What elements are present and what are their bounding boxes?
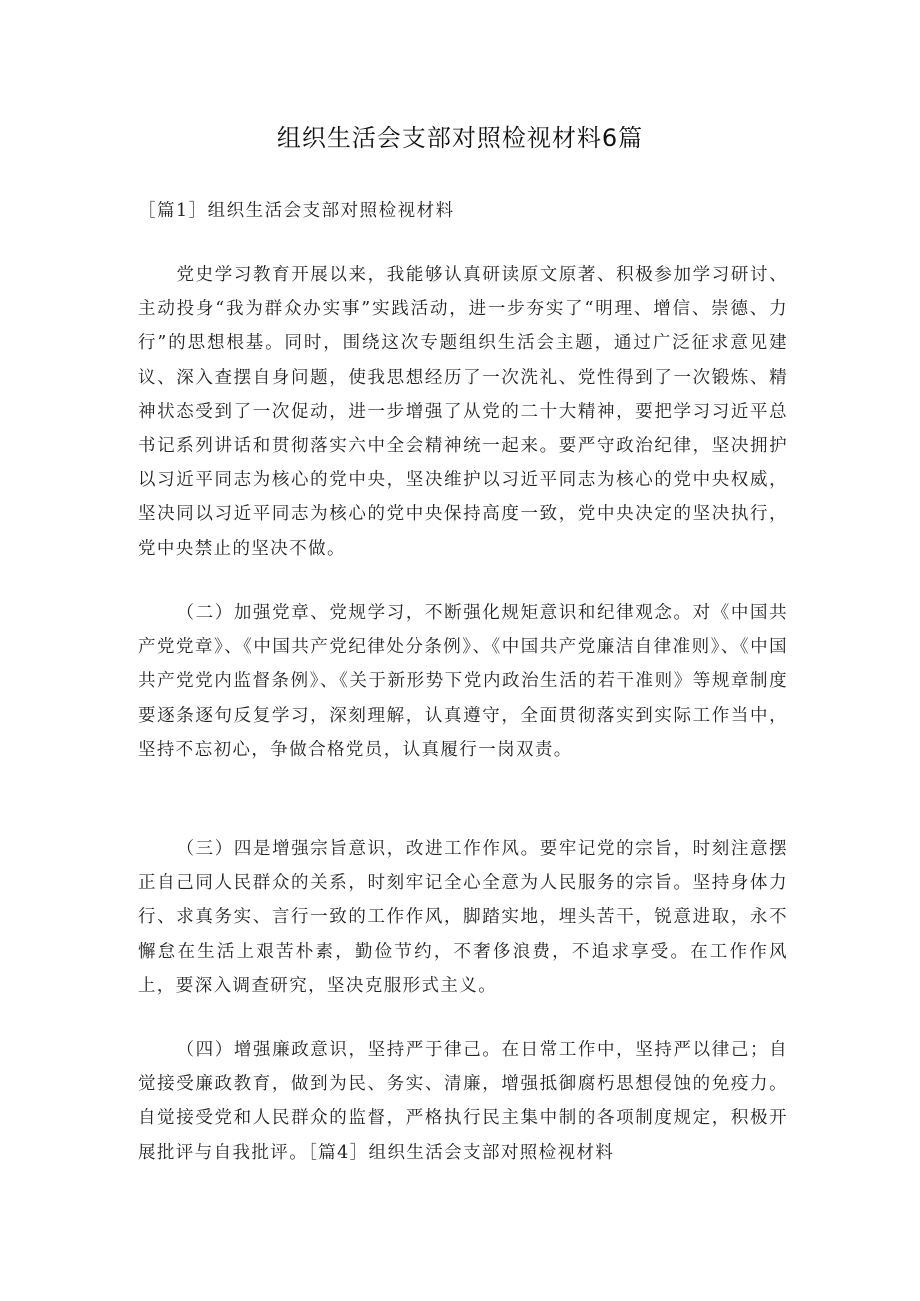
- paragraph-1: 党史学习教育开展以来，我能够认真研读原文原著、积极参加学习研讨、主动投身“我为群众办实事”实践活动，进一步夯实了“明理、增信、崇德、力行”的思想根基。同时，围绕这次专题组织生活会主题，通过广泛征求意见建议、深入查摆自身问题，使我思想经历了一次洗礼、党性得到了一次锻炼、精神状态受到了一次促动，进一步增强了从党的二十大精神，要把学习习近平总书记系列讲话和贯彻落实六中全会精神统一起来。要严守政治纪律，坚决拥护以习近平同志为核心的党中央，坚决维护以习近平同志为核心的党中央权威，坚决同以习近平同志为核心的党中央保持高度一致，党中央决定的坚决执行，党中央禁止的坚决不做。: [138, 265, 788, 559]
- document-title: 组织生活会支部对照检视材料6篇: [276, 124, 644, 152]
- section-heading: ［篇1］组织生活会支部对照检视材料: [138, 201, 455, 221]
- paragraph-2: （二）加强党章、党规学习，不断强化规矩意识和纪律观念。对《中国共产党党章》、《中国共产党纪律处分条例》、《中国共产党廉洁自律准则》、《中国共产党党内监督条例》、《关于新形势下党内政治生活的若干准则》等规章制度要逐条逐句反复学习，深刻理解，认真遵守，全面贯彻落实到实际工作当中，坚持不忘初心，争做合格党员，认真履行一岗双责。: [138, 603, 788, 760]
- paragraph-3: （三）四是增强宗旨意识，改进工作作风。要牢记党的宗旨，时刻注意摆正自己同人民群众的关系，时刻牢记全心全意为人民服务的宗旨。坚持身体力行、求真务实、言行一致的工作作风，脚踏实地，埋头苦干，锐意进取，永不懈怠在生活上艰苦朴素，勤俭节约，不奢侈浪费，不追求享受。在工作作风上，要深入调查研究，坚决克服形式主义。: [138, 839, 788, 996]
- paragraph-4: （四）增强廉政意识，坚持严于律己。在日常工作中，坚持严以律己；自觉接受廉政教育，做到为民、务实、清廉，增强抵御腐朽思想侵蚀的免疫力。自觉接受党和人民群众的监督，严格执行民主集中制的各项制度规定，积极开展批评与自我批评。［篇4］组织生活会支部对照检视材料: [138, 1040, 788, 1163]
